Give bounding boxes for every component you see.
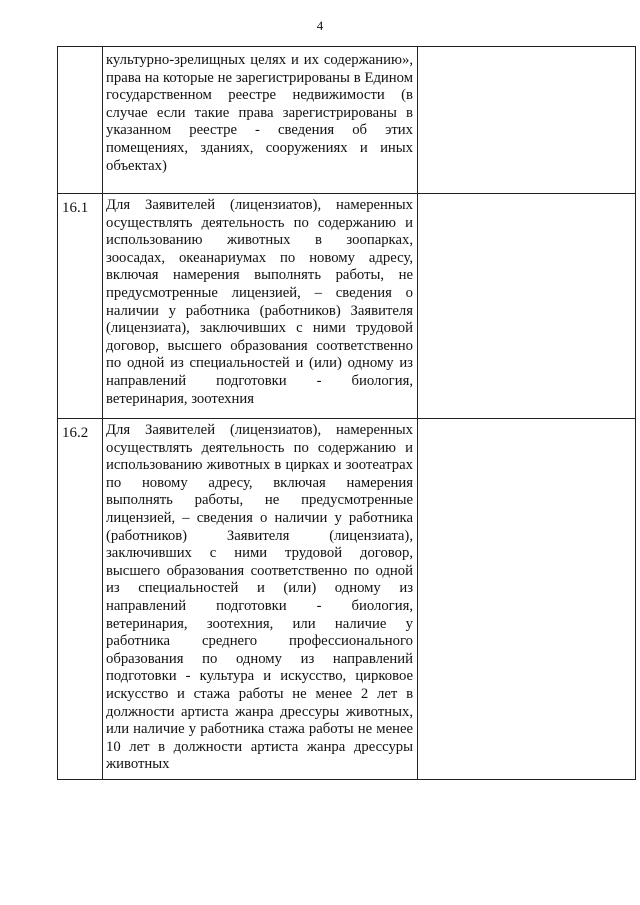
row-number-cell	[58, 47, 103, 194]
row-text-cell	[103, 419, 418, 780]
row-text-cell	[103, 47, 418, 194]
table-row	[58, 47, 636, 194]
page-number: 4	[316, 18, 324, 33]
table-row	[58, 419, 636, 780]
row-empty-cell	[418, 47, 636, 194]
requirements-table	[57, 46, 636, 780]
row-empty-cell	[418, 419, 636, 780]
row-text-cell	[103, 194, 418, 419]
row-text: Для Заявителей (лицензиатов), намеренных осуществлять деятельность по содержанию и использованию животных в зоопарках, зоосадах, океанариумах по новому адресу, включая намерения выполнять работы, не предусмотренные лицензией, – сведения о наличии у работника (работников) Заявителя (лицензиата), заключивших с ними трудовой договор, высшего образования соответственно по одной из специальностей и (или) одному из направлений подготовки - биология, ветеринария, зоотехния	[106, 197, 413, 407]
row-empty-cell	[418, 194, 636, 419]
row-number-cell: 16.1	[58, 194, 103, 419]
row-text: Для Заявителей (лицензиатов), намеренных осуществлять деятельность по содержанию и использованию животных в цирках и зоотеатрах по новому адресу, включая намерения выполнять работы, не предусмотренные лицензией, – сведения о наличии у работника (работников) Заявителя (лицензиата), заключивших с ними трудовой договор, высшего образования соответственно по одной из специальностей и (или) одному из направлений подготовки - биология, ветеринария, зоотехния, или наличие у работника среднего профессионального образования по одному из направлений подготовки - культура и искусство, цирковое искусство и стажа работы не менее 2 лет в должности артиста жанра дрессуры животных, или наличие у работника стажа работы не менее 10 лет в должности артиста жанра дрессуры животных	[106, 422, 413, 773]
row-text: культурно-зрелищных целях и их содержанию», права на которые не зарегистрированы в Едином государственном реестре недвижимости (в случае если такие права зарегистрированы в указанном реестре - сведения об этих помещениях, зданиях, сооружениях и иных объектах)	[106, 52, 413, 174]
row-number-cell: 16.2	[58, 419, 103, 780]
table-row	[58, 194, 636, 419]
